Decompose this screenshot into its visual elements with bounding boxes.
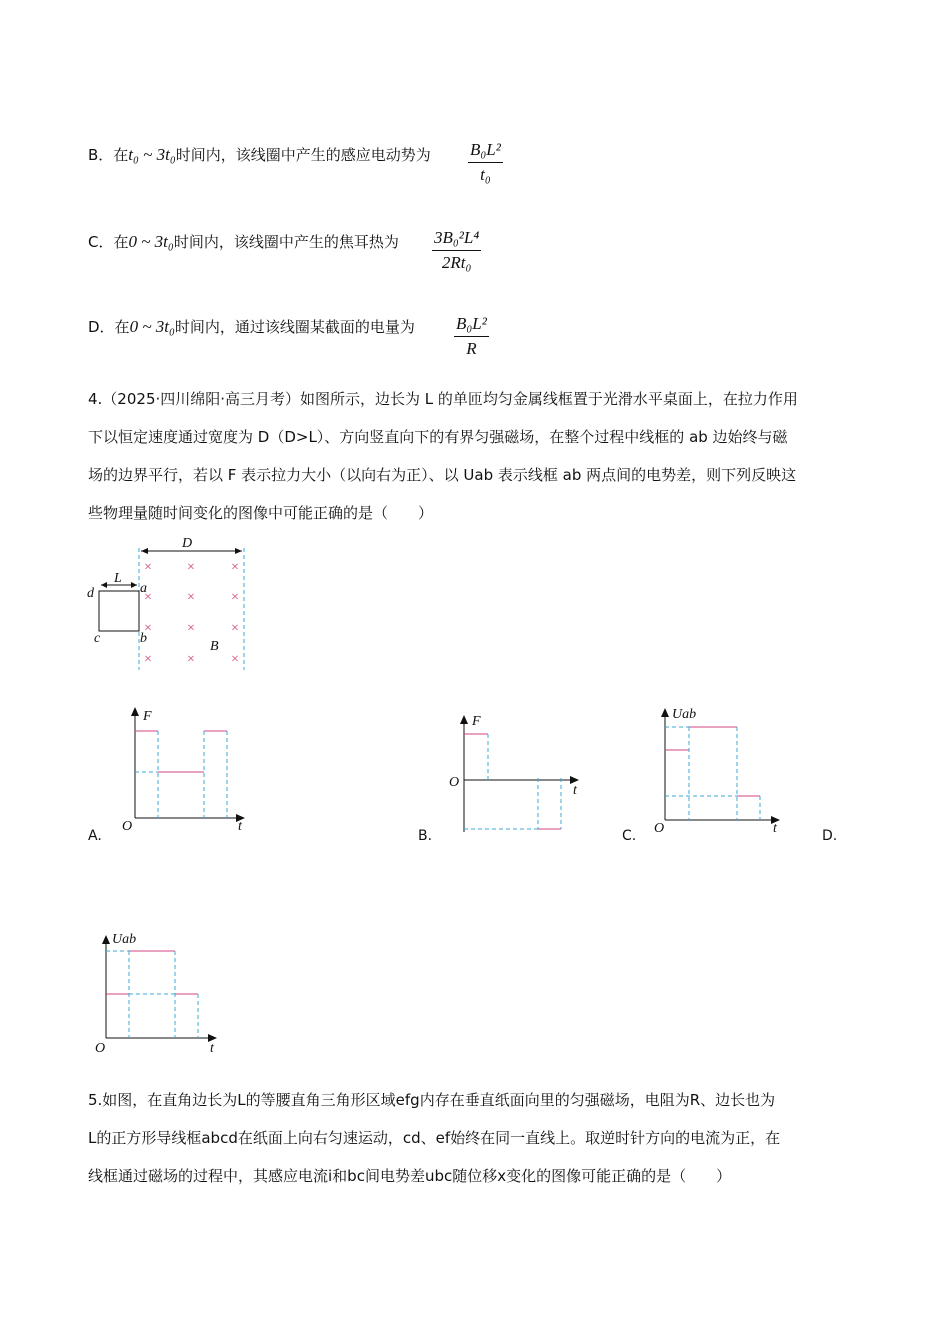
svg-text:×: × bbox=[231, 621, 239, 636]
option-d-fraction: $\frac{\text{B₀L²}}{R}$ bbox=[456, 314, 487, 358]
choice-b-label[interactable]: B. bbox=[418, 828, 433, 844]
svg-text:×: × bbox=[187, 621, 195, 636]
option-b-q3: B．在t₀ ~ 3t₀时间内，该线圈中产生的感应电动势为 bbox=[88, 145, 431, 164]
q5-line-2: L的正方形导线框abcd在纸面上向右匀速运动，cd、ef始终在同一直线上。取逆时针方向的电流为正，在 bbox=[88, 1129, 781, 1147]
choice-c-label[interactable]: C. bbox=[622, 828, 637, 844]
svg-text:Uab: Uab bbox=[112, 932, 137, 947]
corner-a: a bbox=[140, 581, 147, 596]
q4-line-1: 4.（2025·四川绵阳·高三月考）如图所示，边长为 L 的单匝均匀金属线框置于光滑水平桌面上，在拉力作用 bbox=[88, 390, 798, 408]
svg-text:×: × bbox=[187, 652, 195, 667]
svg-text:F: F bbox=[143, 709, 152, 724]
svg-text:t: t bbox=[210, 1041, 214, 1056]
option-d-q3: D．在0 ~ 3t₀时间内，通过该线圈某截面的电量为 bbox=[88, 317, 415, 336]
svg-text:t: t bbox=[238, 819, 242, 834]
svg-text:×: × bbox=[187, 590, 195, 605]
corner-c: c bbox=[94, 631, 101, 646]
svg-text:×: × bbox=[231, 590, 239, 605]
side-label-l: L bbox=[114, 571, 122, 586]
option-d-time-range: 0 ~ 3t₀ bbox=[129, 317, 175, 336]
choice-a-label[interactable]: A. bbox=[88, 828, 102, 844]
svg-text:×: × bbox=[231, 560, 239, 575]
svg-text:×: × bbox=[144, 621, 152, 636]
svg-text:t: t bbox=[573, 783, 577, 798]
corner-b: b bbox=[140, 631, 147, 646]
q4-line-2: 下以恒定速度通过宽度为 D（D>L）、方向竖直向下的有界匀强磁场，在整个过程中线框的 ab 边始终与磁 bbox=[88, 428, 788, 446]
option-c-q3: C．在0 ~ 3t₀时间内，该线圈中产生的焦耳热为 bbox=[88, 232, 399, 251]
svg-text:×: × bbox=[144, 560, 152, 575]
svg-text:×: × bbox=[144, 590, 152, 605]
svg-text:×: × bbox=[231, 652, 239, 667]
option-b-time-range: t₀ ~ 3t₀ bbox=[128, 145, 176, 164]
svg-text:F: F bbox=[472, 714, 481, 729]
svg-text:×: × bbox=[144, 652, 152, 667]
q4-line-4: 些物理量随时间变化的图像中可能正确的是（ ） bbox=[88, 504, 434, 522]
choice-d-label[interactable]: D. bbox=[822, 828, 838, 844]
q5-line-1: 5.如图，在直角边长为L的等腰直角三角形区域efg内存在垂直纸面向里的匀强磁场，电阻为R、边长也为 bbox=[88, 1091, 776, 1109]
corner-d: d bbox=[87, 586, 94, 601]
width-label-d: D bbox=[182, 536, 193, 551]
svg-text:×: × bbox=[187, 560, 195, 575]
q5-line-3: 线框通过磁场的过程中，其感应电流i和bc间电势差ubc随位移x变化的图像可能正确的是（ ） bbox=[88, 1167, 732, 1185]
option-c-time-range: 0 ~ 3t₀ bbox=[128, 232, 174, 251]
svg-text:O: O bbox=[654, 821, 665, 836]
svg-text:O: O bbox=[95, 1041, 106, 1056]
q4-line-3: 场的边界平行，若以 F 表示拉力大小（以向右为正）、以 Uab 表示线框 ab 两点间的电势差，则下列反映这 bbox=[88, 466, 797, 484]
svg-text:t: t bbox=[773, 821, 777, 836]
field-label-b: B bbox=[210, 639, 219, 654]
option-c-fraction: $\frac{\text{3B₀²L⁴}}{\text{2Rt₀}}$ bbox=[434, 228, 480, 272]
option-b-fraction: $\frac{\text{B₀L²}}{\text{t₀}}$ bbox=[470, 140, 501, 184]
svg-text:Uab: Uab bbox=[672, 707, 697, 722]
svg-text:O: O bbox=[449, 775, 460, 790]
svg-text:O: O bbox=[122, 819, 133, 834]
